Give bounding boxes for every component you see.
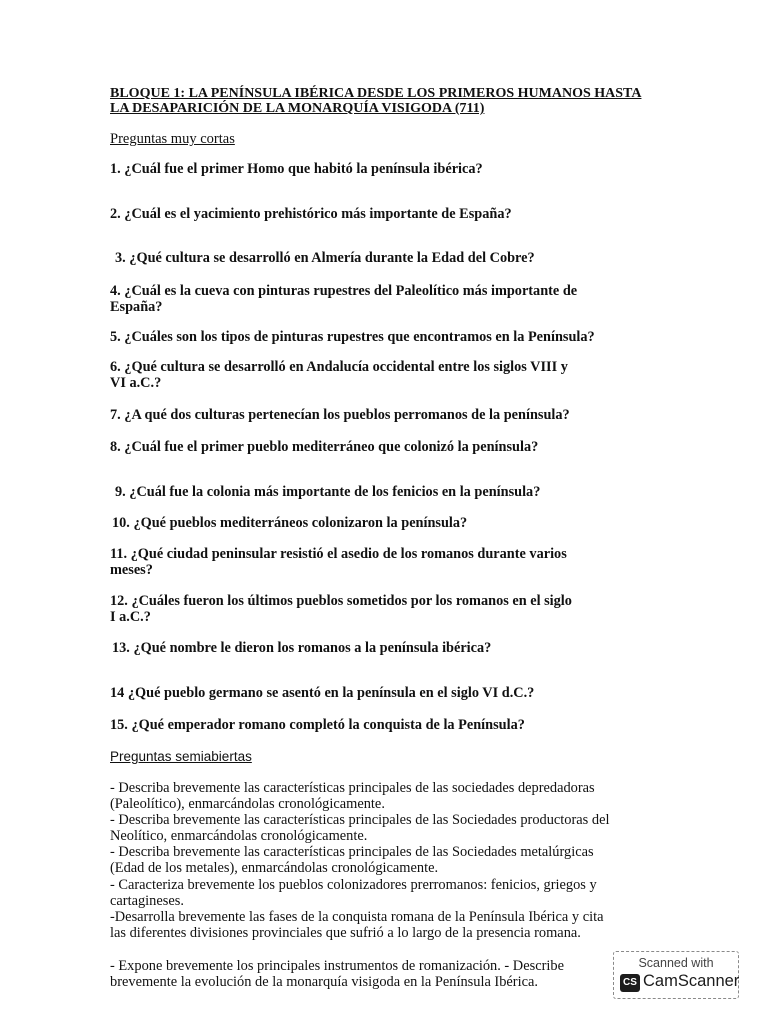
question-item: 3. ¿Qué cultura se desarrolló en Almería durante la Edad del Cobre? [115, 250, 535, 266]
text-line: - Describa brevemente las características principales de las Sociedades metalúrgicas [110, 844, 594, 861]
question-item: 14 ¿Qué pueblo germano se asentó en la península en el siglo VI d.C.? [110, 685, 535, 701]
question-item: 5. ¿Cuáles son los tipos de pinturas rupestres que encontramos en la Península? [110, 329, 595, 345]
question-item: 10. ¿Qué pueblos mediterráneos colonizaron la península? [112, 515, 468, 531]
text-line: - Describa brevemente las características principales de las sociedades depredadoras [110, 780, 595, 796]
question-item: 8. ¿Cuál fue el primer pueblo mediterráneo que colonizó la península? [110, 439, 539, 455]
watermark-top-text: Scanned with [638, 956, 714, 970]
text-line: brevemente la evolución de la monarquía visigoda en la Península Ibérica. [110, 974, 538, 991]
semi-open-questions [110, 780, 670, 941]
camscanner-logo-icon: CS [620, 974, 640, 992]
short-questions-heading: Preguntas muy cortas [110, 131, 235, 147]
question-item: 12. ¿Cuáles fueron los últimos pueblos sometidos por los romanos en el siglo I a.C.? [110, 593, 572, 625]
text-line: - Expone brevemente los principales instrumentos de romanización. - Describe [110, 958, 564, 974]
semi-open-heading: Preguntas semiabiertas [110, 749, 252, 764]
text-line: Neolítico, enmarcándolas cronológicamente. [110, 828, 368, 845]
watermark-name: CamScanner [643, 972, 740, 990]
semi-open-questions-end [110, 958, 600, 990]
question-item: 11. ¿Qué ciudad peninsular resistió el asedio de los romanos durante varios meses? [110, 546, 567, 578]
text-line: (Edad de los metales), enmarcándolas cronológicamente. [110, 860, 439, 877]
text-line: - Describa brevemente las características principales de las Sociedades productoras del [110, 812, 610, 829]
text-line: -Desarrolla brevemente las fases de la conquista romana de la Península Ibérica y cita [110, 908, 604, 925]
title-line-1: BLOQUE 1: LA PENÍNSULA IBÉRICA DESDE LOS PRIMEROS HUMANOS HASTA [110, 86, 642, 101]
text-line: las diferentes divisiones provinciales que sufrió a lo largo de la presencia romana. [110, 924, 581, 941]
question-item: 1. ¿Cuál fue el primer Homo que habitó la península ibérica? [110, 161, 483, 177]
question-item: 6. ¿Qué cultura se desarrolló en Andalucía occidental entre los siglos VIII y VI a.C.? [110, 359, 568, 391]
text-line: - Caracteriza brevemente los pueblos colonizadores prerromanos: fenicios, griegos y [110, 876, 597, 893]
document-title [110, 86, 670, 116]
text-line: cartagineses. [110, 892, 184, 909]
question-item: 7. ¿A qué dos culturas pertenecían los pueblos perromanos de la península? [110, 407, 570, 423]
question-item: 13. ¿Qué nombre le dieron los romanos a la península ibérica? [112, 640, 492, 656]
question-item: 9. ¿Cuál fue la colonia más importante de los fenicios en la península? [115, 484, 541, 500]
question-item: 4. ¿Cuál es la cueva con pinturas rupestres del Paleolítico más importante de España? [110, 283, 578, 315]
question-item: 15. ¿Qué emperador romano completó la conquista de la Península? [110, 717, 525, 733]
question-item: 2. ¿Cuál es el yacimiento prehistórico más importante de España? [110, 206, 512, 222]
camscanner-watermark [613, 951, 739, 999]
title-line-2: LA DESAPARICIÓN DE LA MONARQUÍA VISIGODA (711) [110, 101, 485, 116]
text-line: (Paleolítico), enmarcándolas cronológicamente. [110, 796, 385, 813]
